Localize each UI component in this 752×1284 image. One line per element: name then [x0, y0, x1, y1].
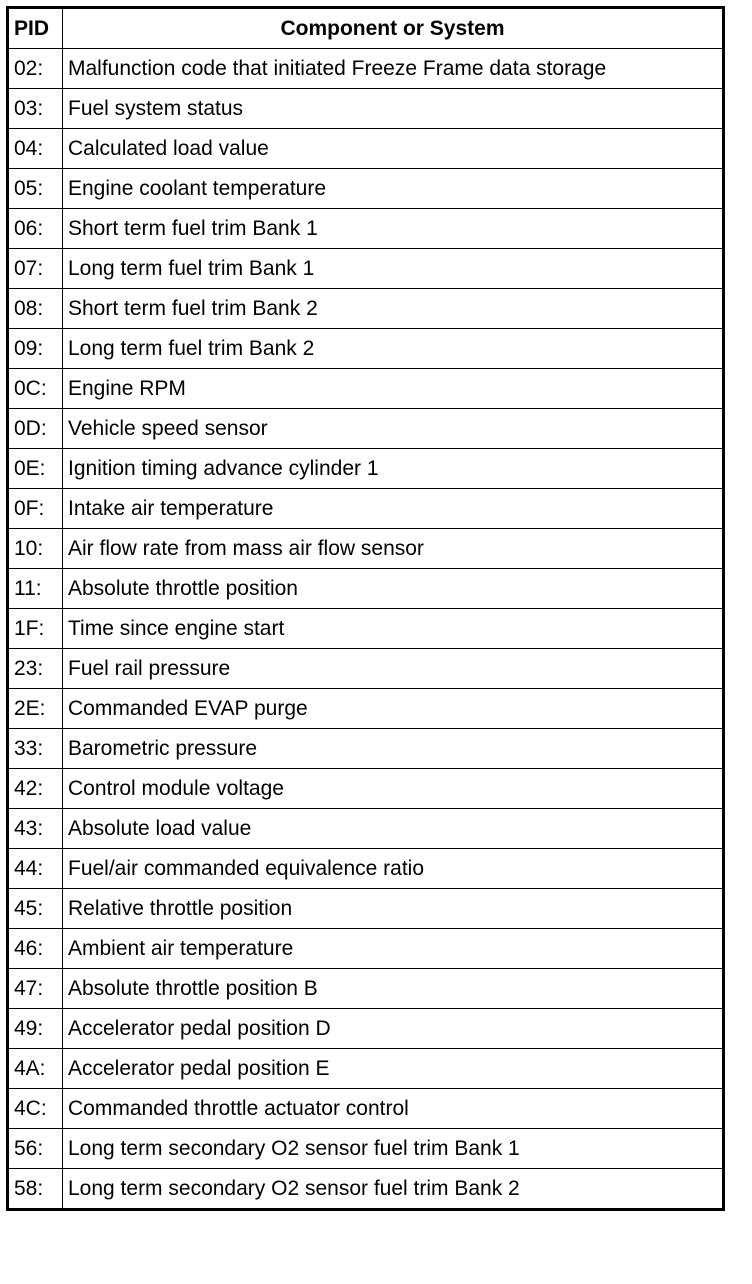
- component-cell: Accelerator pedal position E: [63, 1049, 724, 1089]
- pid-cell: 23:: [8, 649, 63, 689]
- component-cell: Relative throttle position: [63, 889, 724, 929]
- table-row: [8, 889, 724, 929]
- table-header: [8, 8, 724, 49]
- pid-cell: 0D:: [8, 409, 63, 449]
- table-row: [8, 729, 724, 769]
- component-cell: Vehicle speed sensor: [63, 409, 724, 449]
- table-body: [8, 49, 724, 1210]
- table-row: [8, 249, 724, 289]
- pid-cell: 08:: [8, 289, 63, 329]
- pid-table: [6, 6, 725, 1211]
- component-cell: Long term secondary O2 sensor fuel trim Bank 2: [63, 1169, 724, 1210]
- pid-cell: 06:: [8, 209, 63, 249]
- table-row: [8, 209, 724, 249]
- table-row: [8, 1129, 724, 1169]
- component-cell: Ambient air temperature: [63, 929, 724, 969]
- pid-cell: 09:: [8, 329, 63, 369]
- component-cell: Long term fuel trim Bank 1: [63, 249, 724, 289]
- component-cell: Control module voltage: [63, 769, 724, 809]
- component-column-header: Component or System: [63, 8, 724, 49]
- pid-cell: 4A:: [8, 1049, 63, 1089]
- component-cell: Absolute throttle position B: [63, 969, 724, 1009]
- component-cell: Short term fuel trim Bank 1: [63, 209, 724, 249]
- pid-cell: 07:: [8, 249, 63, 289]
- table-row: [8, 129, 724, 169]
- component-cell: Commanded throttle actuator control: [63, 1089, 724, 1129]
- pid-cell: 0C:: [8, 369, 63, 409]
- pid-column-header: PID: [8, 8, 63, 49]
- pid-cell: 44:: [8, 849, 63, 889]
- component-cell: Ignition timing advance cylinder 1: [63, 449, 724, 489]
- table-row: [8, 689, 724, 729]
- table-row: [8, 809, 724, 849]
- pid-cell: 58:: [8, 1169, 63, 1210]
- component-cell: Malfunction code that initiated Freeze Frame data storage: [63, 49, 724, 89]
- pid-cell: 4C:: [8, 1089, 63, 1129]
- component-cell: Engine RPM: [63, 369, 724, 409]
- pid-cell: 1F:: [8, 609, 63, 649]
- table-row: [8, 329, 724, 369]
- pid-cell: 2E:: [8, 689, 63, 729]
- table-row: [8, 969, 724, 1009]
- pid-cell: 10:: [8, 529, 63, 569]
- component-cell: Long term fuel trim Bank 2: [63, 329, 724, 369]
- component-cell: Calculated load value: [63, 129, 724, 169]
- component-cell: Intake air temperature: [63, 489, 724, 529]
- pid-cell: 46:: [8, 929, 63, 969]
- component-cell: Barometric pressure: [63, 729, 724, 769]
- table-row: [8, 89, 724, 129]
- pid-cell: 56:: [8, 1129, 63, 1169]
- pid-cell: 04:: [8, 129, 63, 169]
- table-row: [8, 369, 724, 409]
- table-row: [8, 449, 724, 489]
- table-row: [8, 1009, 724, 1049]
- pid-cell: 11:: [8, 569, 63, 609]
- component-cell: Short term fuel trim Bank 2: [63, 289, 724, 329]
- pid-cell: 0F:: [8, 489, 63, 529]
- component-cell: Absolute load value: [63, 809, 724, 849]
- table-row: [8, 289, 724, 329]
- component-cell: Fuel system status: [63, 89, 724, 129]
- component-cell: Fuel/air commanded equivalence ratio: [63, 849, 724, 889]
- table-row: [8, 489, 724, 529]
- table-row: [8, 409, 724, 449]
- pid-cell: 45:: [8, 889, 63, 929]
- table-row: [8, 769, 724, 809]
- component-cell: Time since engine start: [63, 609, 724, 649]
- table-row: [8, 169, 724, 209]
- table-row: [8, 849, 724, 889]
- component-cell: Fuel rail pressure: [63, 649, 724, 689]
- header-row: [8, 8, 724, 49]
- table-row: [8, 929, 724, 969]
- component-cell: Accelerator pedal position D: [63, 1009, 724, 1049]
- table-row: [8, 569, 724, 609]
- table-row: [8, 1049, 724, 1089]
- pid-cell: 02:: [8, 49, 63, 89]
- pid-cell: 05:: [8, 169, 63, 209]
- table-row: [8, 649, 724, 689]
- component-cell: Absolute throttle position: [63, 569, 724, 609]
- pid-cell: 03:: [8, 89, 63, 129]
- table-row: [8, 49, 724, 89]
- table-row: [8, 1169, 724, 1210]
- pid-cell: 47:: [8, 969, 63, 1009]
- pid-cell: 0E:: [8, 449, 63, 489]
- component-cell: Air flow rate from mass air flow sensor: [63, 529, 724, 569]
- pid-cell: 43:: [8, 809, 63, 849]
- pid-cell: 49:: [8, 1009, 63, 1049]
- table-row: [8, 529, 724, 569]
- component-cell: Long term secondary O2 sensor fuel trim Bank 1: [63, 1129, 724, 1169]
- pid-cell: 33:: [8, 729, 63, 769]
- table-row: [8, 609, 724, 649]
- pid-cell: 42:: [8, 769, 63, 809]
- component-cell: Commanded EVAP purge: [63, 689, 724, 729]
- component-cell: Engine coolant temperature: [63, 169, 724, 209]
- table-row: [8, 1089, 724, 1129]
